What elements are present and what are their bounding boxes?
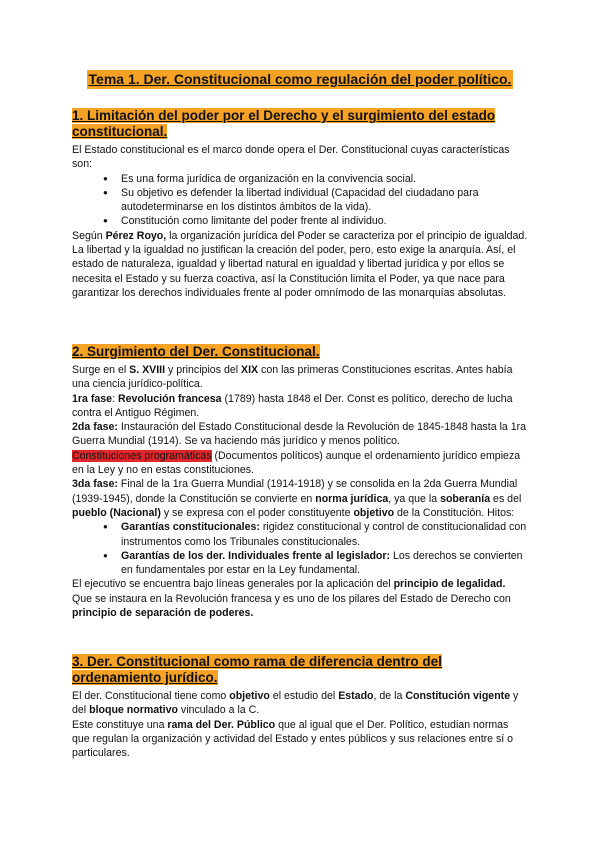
section-3-paragraph-1: El der. Constitucional tiene como objetivo el estudio del Estado, de la Constitución vigente y del bloque normativo vinculado a la C. bbox=[72, 690, 519, 717]
phase-2: 2da fase: Instauración del Estado Constitucional desde la Revolución de 1845-1848 hasta la 1ra Guerra Mundial (1914). Se va haciendo más jurídico y menos político. bbox=[72, 421, 527, 448]
phase-1: 1ra fase: Revolución francesa (1789) hasta 1848 el Der. Const es político, derecho de lucha contra el Antiguo Régimen. bbox=[72, 392, 513, 419]
section-2-heading: 2. Surgimiento del Der. Constitucional. bbox=[72, 344, 320, 359]
red-highlight: Constituciones programáticas bbox=[72, 449, 212, 462]
section-2 bbox=[72, 344, 528, 620]
section-1 bbox=[72, 108, 528, 300]
bullet-item: ● Es una forma jurídica de organización en la convivencia social. bbox=[109, 172, 528, 186]
hito-item: ● Garantías de los der. Individuales frente al legislador: Los derechos se convierten en fundamentales por estar en la Ley fundamental. bbox=[109, 549, 528, 578]
section-1-bullets bbox=[72, 172, 528, 229]
section-1-intro: El Estado constitucional es el marco donde opera el Der. Constitucional cuyas características son: bbox=[72, 144, 510, 171]
section-2-paragraph-1: Surge en el S. XVIII y principios del XIX con las primeras Constituciones escritas. Antes había una ciencia jurídico-política. bbox=[72, 364, 513, 391]
hito-item: ● Garantías constitucionales: rigidez constitucional y control de constitucionalidad con instrumentos como los Tribunales constitucionales. bbox=[109, 520, 528, 549]
hitos-list bbox=[72, 520, 528, 577]
bullet-item: ● Su objetivo es defender la libertad individual (Capacidad del ciudadano para autodeterminarse en los distintos ámbitos de la vida). bbox=[109, 186, 528, 215]
section-1-paragraph-2: La libertad y la igualdad no justifican la creación del poder, pero, esto exige la anarquía. Así, el estado de naturaleza, igualdad y libertad natural en igualdad y libertad jurídica y por ellos se necesita el Estado y su fuerza coactiva, así la Constitución limita el Poder, ya que nace para garantizar los derechos individuales frente al poder omnímodo de las monarquías absolutas. bbox=[72, 244, 516, 299]
section-3 bbox=[72, 654, 528, 760]
programmatic-constitutions: Constituciones programáticas (Documentos políticos) aunque el ordenamiento jurídico empieza en la Ley y no en estas constituciones. bbox=[72, 449, 521, 477]
phase-3: 3da fase: Final de la 1ra Guerra Mundial (1914-1918) y se consolida en la 2da Guerra Mundial (1939-1945), donde la Constitución se convierte en norma jurídica, ya que la soberanía es del pueblo (Nacional) y se expresa con el poder constituyente objetivo de la Constitución. Hitos: bbox=[72, 478, 522, 519]
section-3-paragraph-2: Este constituye una rama del Der. Público que al igual que el Der. Político, estudian normas que regulan la organización y actividad del Estado y entes públicos y sus relaciones entre sí o particulares. bbox=[72, 718, 514, 760]
bullet-item: ● Constitución como limitante del poder frente al individuo. bbox=[109, 214, 528, 228]
section-1-heading: 1. Limitación del poder por el Derecho y el surgimiento del estado constitucional. bbox=[72, 108, 496, 139]
section-1-paragraph-1: Según Pérez Royo, la organización jurídica del Poder se caracteriza por el principio de igualdad. bbox=[72, 229, 528, 242]
section-2-paragraph-last: El ejecutivo se encuentra bajo líneas generales por la aplicación del principio de legalidad. Que se instaura en la Revolución francesa y es uno de los pilares del Estado de Derecho con principio de separación de poderes. bbox=[72, 578, 511, 620]
section-3-heading: 3. Der. Constitucional como rama de diferencia dentro del ordenamiento jurídico. bbox=[72, 654, 442, 685]
page-title: Tema 1. Der. Constitucional como regulación del poder político. bbox=[88, 71, 512, 87]
